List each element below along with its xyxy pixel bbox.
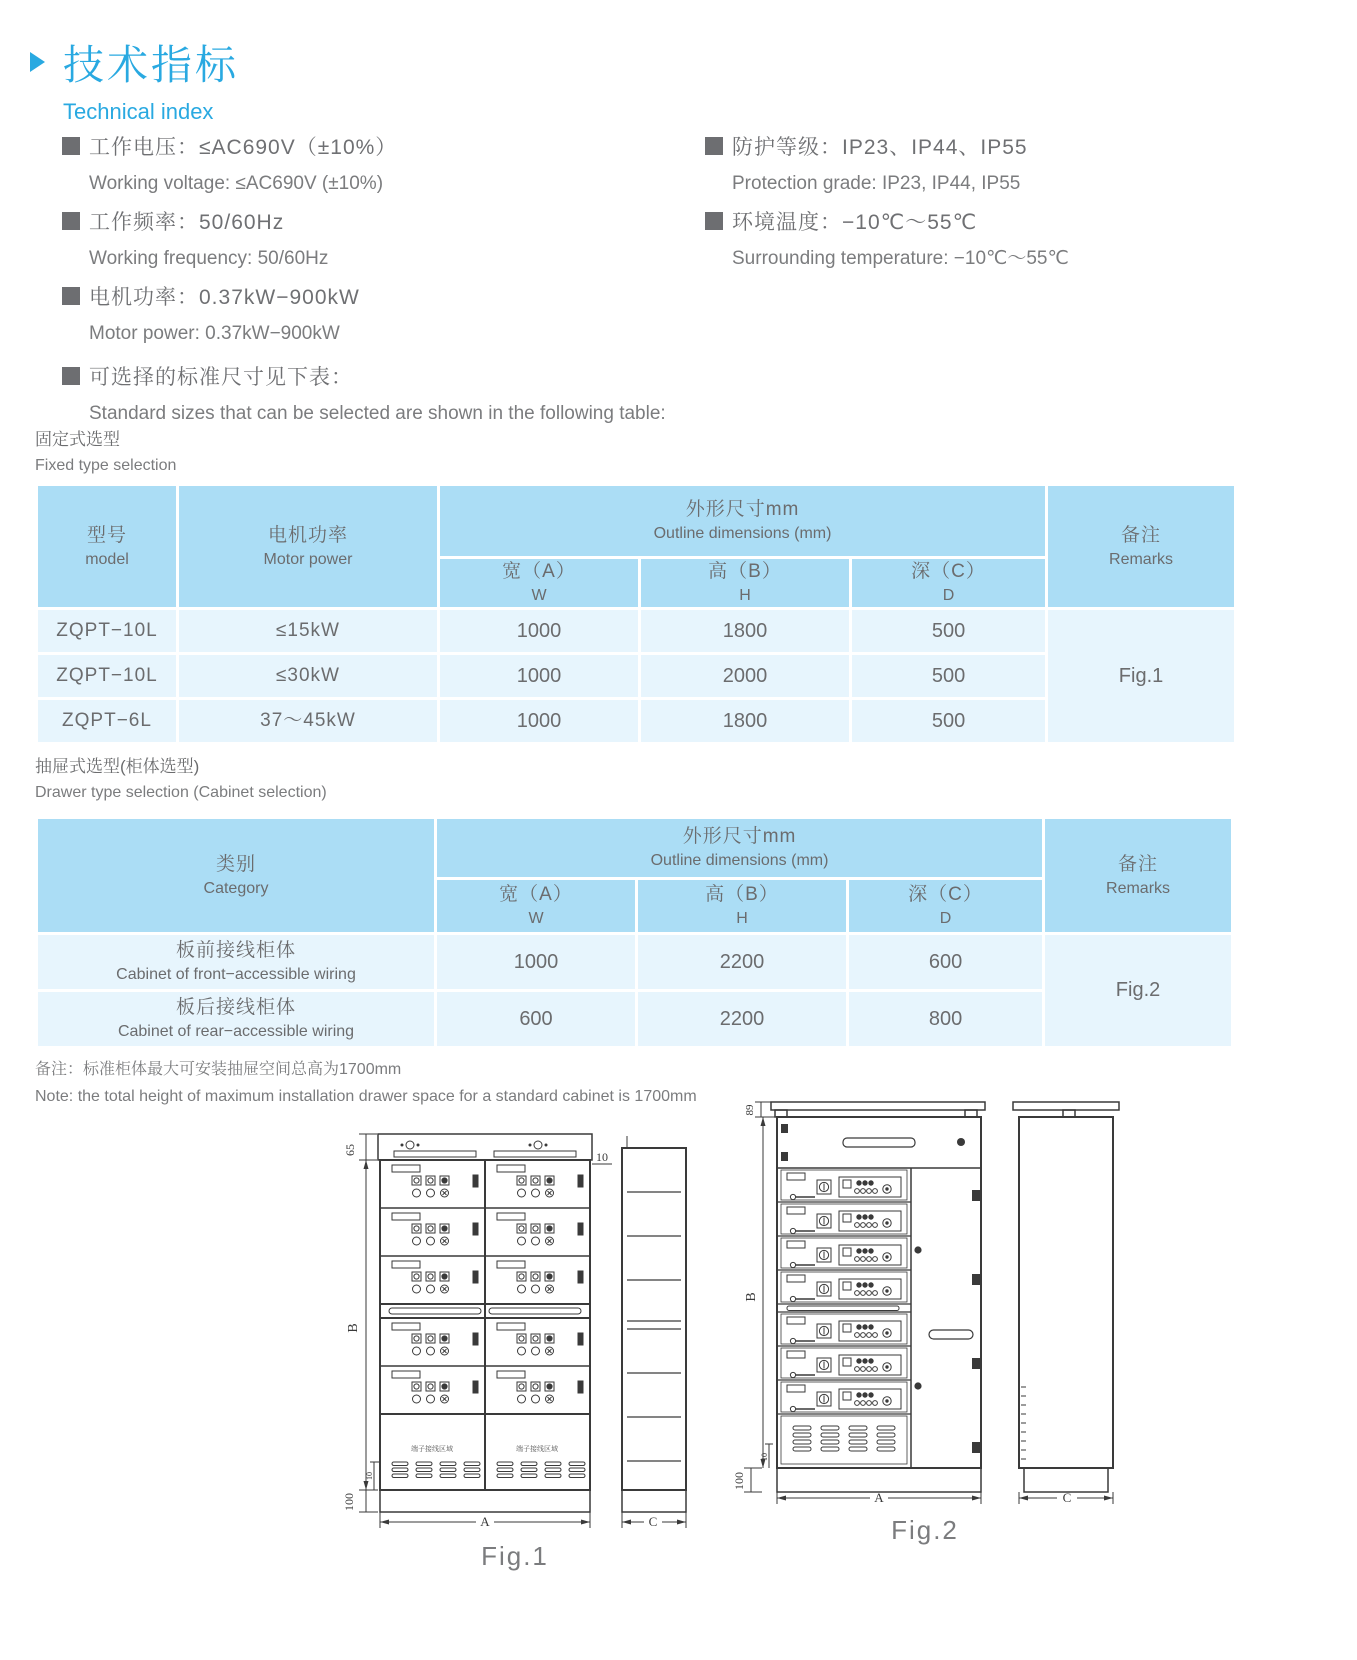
header-en: D xyxy=(942,587,955,604)
header-en: Category xyxy=(203,879,269,897)
spec-en: Surrounding temperature: −10℃～55℃ xyxy=(732,248,1069,269)
cell-width: 1000 xyxy=(440,610,638,652)
spec-zh-text: 工作频率：50/60Hz xyxy=(89,211,285,234)
drawer-type-section-label xyxy=(35,753,327,806)
section-arrow-icon xyxy=(30,52,45,72)
fig1-drawing xyxy=(330,1118,700,1532)
fig1-front-view xyxy=(378,1134,592,1512)
fig2-dim-height: B xyxy=(744,1292,759,1302)
fig1-side-view xyxy=(622,1136,686,1512)
fig1-dim-bottom: 100 xyxy=(342,1493,356,1511)
cell-depth: 500 xyxy=(852,700,1045,742)
section-label-zh: 固定式选型 xyxy=(35,430,120,449)
cell-depth: 600 xyxy=(849,935,1042,989)
cell-category-en: Cabinet of front−accessible wiring xyxy=(116,966,356,983)
spec-zh-text: 可选择的标准尺寸见下表： xyxy=(89,366,353,389)
col-header-outline xyxy=(440,486,1045,556)
cell-model: ZQPT−6L xyxy=(38,700,176,742)
spec-en: Protection grade: IP23, IP44, IP55 xyxy=(732,173,1021,194)
bullet-square-icon xyxy=(705,137,723,155)
spec-zh-text: 电机功率：0.37kW−900kW xyxy=(89,286,360,309)
header-en: Remarks xyxy=(1106,879,1171,897)
bullet-square-icon xyxy=(62,367,80,385)
fig2-caption: Fig.2 xyxy=(891,1515,959,1545)
col-header-outline xyxy=(437,819,1042,877)
figure-1 xyxy=(330,1118,700,1572)
cell-category xyxy=(38,992,434,1046)
cell-model: ZQPT−10L xyxy=(38,610,176,652)
section-label-en: Drawer type selection (Cabinet selection) xyxy=(35,784,327,801)
header-zh: 备注 xyxy=(1121,524,1162,546)
note-block xyxy=(35,1056,697,1110)
header-zh: 深（C） xyxy=(908,884,983,905)
spec-item xyxy=(705,126,1069,201)
header-zh: 宽（A） xyxy=(499,884,573,905)
cell-category xyxy=(38,935,434,989)
col-header-category xyxy=(38,819,434,932)
fig1-dim-depth: C xyxy=(648,1514,658,1529)
table-intro xyxy=(62,356,666,431)
cell-width: 1000 xyxy=(440,700,638,742)
cell-depth: 500 xyxy=(852,655,1045,697)
header-zh: 电机功率 xyxy=(267,524,348,546)
figure-2 xyxy=(715,1092,1135,1546)
col-header-remarks xyxy=(1045,819,1231,932)
bullet-square-icon xyxy=(62,287,80,305)
fig1-terminal-label: 端子接线区域 xyxy=(516,1446,558,1453)
col-header-width xyxy=(440,559,638,607)
cell-height: 1800 xyxy=(641,700,849,742)
spec-column-left xyxy=(62,126,397,351)
header-en: W xyxy=(528,910,544,927)
spec-zh-text: 防护等级：IP23、IP44、IP55 xyxy=(732,136,1028,159)
spec-zh-text: 环境温度：−10℃～55℃ xyxy=(732,211,978,234)
spec-item xyxy=(62,126,397,201)
spec-column-right xyxy=(705,126,1069,276)
cell-width: 600 xyxy=(437,992,635,1046)
fig2-dim-vent: 10 xyxy=(760,1453,769,1461)
table-row xyxy=(38,935,1231,989)
spec-zh-text: 工作电压：≤AC690V（±10%） xyxy=(89,136,398,159)
col-header-model xyxy=(38,486,176,607)
note-en: Note: the total height of maximum installation drawer space for a standard cabinet is 1700mm xyxy=(35,1088,697,1105)
fixed-type-table xyxy=(35,483,1237,745)
header-zh: 高（B） xyxy=(705,884,779,905)
header-en: H xyxy=(736,910,748,927)
cell-depth: 500 xyxy=(852,610,1045,652)
page-header xyxy=(30,32,239,125)
header-en: model xyxy=(85,550,129,568)
spec-en: Standard sizes that can be selected are shown in the following table: xyxy=(89,403,666,424)
cell-category-zh: 板后接线柜体 xyxy=(175,997,296,1018)
page-title-en: Technical index xyxy=(63,99,214,124)
header-zh: 型号 xyxy=(86,524,127,546)
col-header-depth xyxy=(849,880,1042,932)
fig1-terminal-label: 端子接线区域 xyxy=(411,1446,453,1453)
fig2-side-view xyxy=(1013,1102,1119,1492)
cell-power: 37～45kW xyxy=(179,700,437,742)
fig1-caption: Fig.1 xyxy=(481,1541,549,1571)
spec-en: Motor power: 0.37kW−900kW xyxy=(89,323,340,344)
header-en: Motor power xyxy=(263,550,353,568)
fig2-front-view xyxy=(771,1102,985,1492)
cell-depth: 800 xyxy=(849,992,1042,1046)
header-en: Outline dimensions (mm) xyxy=(653,525,832,542)
spec-zh xyxy=(62,356,666,396)
page-title-zh: 技术指标 xyxy=(63,42,239,88)
header-en: H xyxy=(739,587,751,604)
table-row xyxy=(38,610,1234,652)
fig1-dim-width: A xyxy=(480,1514,490,1529)
bullet-square-icon xyxy=(62,137,80,155)
col-header-height xyxy=(641,559,849,607)
header-zh: 高（B） xyxy=(708,561,782,582)
drawer-type-table xyxy=(35,816,1234,1049)
fig1-dim-top: 65 xyxy=(343,1144,357,1156)
header-en: W xyxy=(531,587,547,604)
header-zh: 类别 xyxy=(215,853,256,875)
spec-zh xyxy=(62,276,397,316)
bullet-square-icon xyxy=(62,212,80,230)
fig1-dim-offset: 10 xyxy=(596,1150,608,1164)
fig2-dim-width: A xyxy=(874,1490,884,1505)
spec-item xyxy=(62,276,397,351)
col-header-motor-power xyxy=(179,486,437,607)
cell-height: 1800 xyxy=(641,610,849,652)
fig2-dim-depth: C xyxy=(1062,1490,1072,1505)
note-zh: 备注：标准柜体最大可安装抽屉空间总高为1700mm xyxy=(35,1061,402,1078)
header-zh: 宽（A） xyxy=(502,561,576,582)
header-en: Remarks xyxy=(1109,550,1174,568)
header-zh: 备注 xyxy=(1118,853,1159,875)
cell-category-zh: 板前接线柜体 xyxy=(175,940,296,961)
cell-power: ≤15kW xyxy=(179,610,437,652)
bullet-square-icon xyxy=(705,212,723,230)
cell-remark: Fig.2 xyxy=(1045,935,1231,1046)
cell-width: 1000 xyxy=(437,935,635,989)
header-en: D xyxy=(939,910,952,927)
col-header-remarks xyxy=(1048,486,1234,607)
fixed-type-section-label xyxy=(35,426,176,479)
col-header-height xyxy=(638,880,846,932)
col-header-width xyxy=(437,880,635,932)
fig1-dim-vent: 10 xyxy=(365,1472,374,1480)
fig2-dim-bottom: 100 xyxy=(732,1472,746,1490)
col-header-depth xyxy=(852,559,1045,607)
spec-zh xyxy=(62,201,397,241)
section-label-zh: 抽屉式选型(柜体选型) xyxy=(35,757,200,776)
spec-en: Working voltage: ≤AC690V (±10%) xyxy=(89,173,384,194)
cell-remark: Fig.1 xyxy=(1048,610,1234,742)
spec-zh xyxy=(62,126,397,166)
spec-item xyxy=(705,201,1069,276)
spec-zh xyxy=(705,201,1069,241)
section-label-en: Fixed type selection xyxy=(35,457,177,474)
cell-height: 2200 xyxy=(638,935,846,989)
cell-category-en: Cabinet of rear−accessible wiring xyxy=(117,1023,355,1040)
cell-model: ZQPT−10L xyxy=(38,655,176,697)
fig2-drawing xyxy=(715,1092,1135,1506)
cell-height: 2200 xyxy=(638,992,846,1046)
spec-zh xyxy=(705,126,1069,166)
cell-height: 2000 xyxy=(641,655,849,697)
fig1-dim-height: B xyxy=(346,1323,361,1333)
header-zh: 外形尺寸mm xyxy=(685,499,800,520)
cell-power: ≤30kW xyxy=(179,655,437,697)
spec-item xyxy=(62,201,397,276)
header-en: Outline dimensions (mm) xyxy=(650,852,829,869)
cell-width: 1000 xyxy=(440,655,638,697)
spec-en: Working frequency: 50/60Hz xyxy=(89,248,329,269)
header-zh: 外形尺寸mm xyxy=(682,826,797,847)
header-zh: 深（C） xyxy=(911,561,986,582)
fig2-dim-top: 89 xyxy=(744,1104,756,1116)
